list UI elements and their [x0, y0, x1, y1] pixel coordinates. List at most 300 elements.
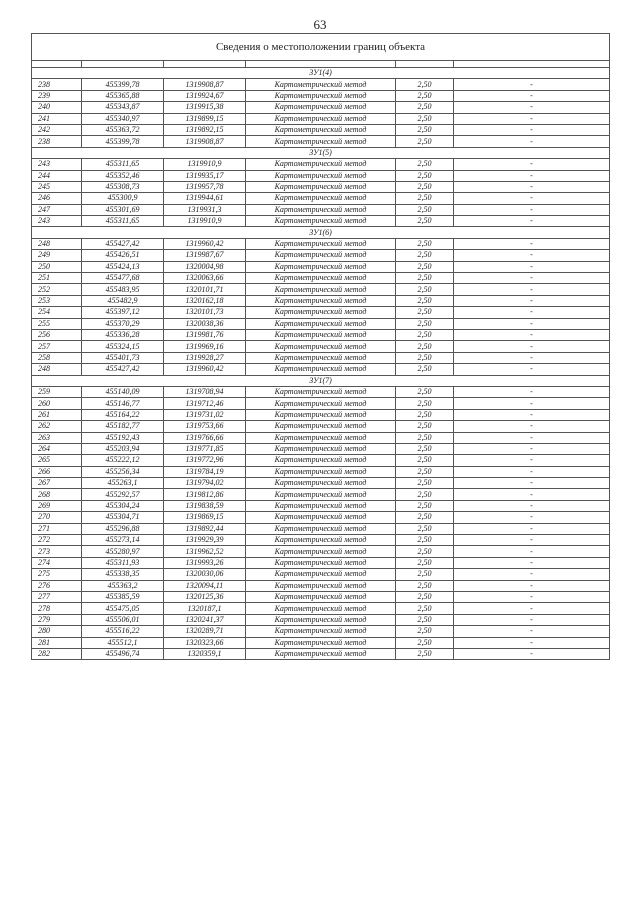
note-cell: -: [454, 307, 610, 318]
note-cell: -: [454, 159, 610, 170]
method-cell: Картометрический метод: [246, 580, 396, 591]
table-row: [32, 432, 610, 443]
table-row: [32, 273, 610, 284]
group-name: ЗУ1(6): [32, 227, 610, 238]
precision-cell: 2,50: [396, 284, 454, 295]
method-cell: Картометрический метод: [246, 364, 396, 375]
note-cell: -: [454, 648, 610, 659]
y-coordinate-cell: 1319957,78: [164, 181, 246, 192]
note-cell: -: [454, 386, 610, 397]
point-number-cell: 272: [32, 535, 82, 546]
table-row: [32, 284, 610, 295]
y-coordinate-cell: 1319908,87: [164, 79, 246, 90]
group-name: ЗУ1(4): [32, 68, 610, 79]
precision-cell: 2,50: [396, 329, 454, 340]
table-row: [32, 569, 610, 580]
table-row: [32, 489, 610, 500]
x-coordinate-cell: 455343,87: [82, 102, 164, 113]
table-row: [32, 295, 610, 306]
note-cell: -: [454, 535, 610, 546]
note-cell: -: [454, 216, 610, 227]
note-cell: -: [454, 603, 610, 614]
point-number-cell: 250: [32, 261, 82, 272]
note-cell: -: [454, 637, 610, 648]
point-number-cell: 266: [32, 466, 82, 477]
y-coordinate-cell: 1319910,9: [164, 216, 246, 227]
boundary-table: [31, 33, 610, 660]
y-coordinate-cell: 1319935,17: [164, 170, 246, 181]
table-row: [32, 523, 610, 534]
method-cell: Картометрический метод: [246, 648, 396, 659]
table-row: [32, 546, 610, 557]
y-coordinate-cell: 1319771,85: [164, 443, 246, 454]
x-coordinate-cell: 455424,13: [82, 261, 164, 272]
method-cell: Картометрический метод: [246, 341, 396, 352]
y-coordinate-cell: 1320125,36: [164, 591, 246, 602]
precision-cell: 2,50: [396, 591, 454, 602]
method-cell: Картометрический метод: [246, 318, 396, 329]
method-cell: Картометрический метод: [246, 637, 396, 648]
x-coordinate-cell: 455477,68: [82, 273, 164, 284]
point-number-cell: 252: [32, 284, 82, 295]
x-coordinate-cell: 455324,15: [82, 341, 164, 352]
method-cell: Картометрический метод: [246, 124, 396, 135]
method-cell: Картометрический метод: [246, 535, 396, 546]
precision-cell: 2,50: [396, 432, 454, 443]
method-cell: Картометрический метод: [246, 546, 396, 557]
point-number-cell: 278: [32, 603, 82, 614]
point-number-cell: 253: [32, 295, 82, 306]
precision-cell: 2,50: [396, 614, 454, 625]
method-cell: Картометрический метод: [246, 250, 396, 261]
y-coordinate-cell: 1320063,66: [164, 273, 246, 284]
table-row: [32, 386, 610, 397]
y-coordinate-cell: 1320004,98: [164, 261, 246, 272]
table-row: [32, 603, 610, 614]
note-cell: -: [454, 181, 610, 192]
note-cell: -: [454, 124, 610, 135]
spacer-row: [32, 61, 610, 68]
x-coordinate-cell: 455483,95: [82, 284, 164, 295]
note-cell: -: [454, 523, 610, 534]
precision-cell: 2,50: [396, 273, 454, 284]
x-coordinate-cell: 455292,57: [82, 489, 164, 500]
y-coordinate-cell: 1319753,66: [164, 421, 246, 432]
note-cell: -: [454, 204, 610, 215]
precision-cell: 2,50: [396, 386, 454, 397]
spacer-cell: [454, 61, 610, 68]
point-number-cell: 257: [32, 341, 82, 352]
x-coordinate-cell: 455512,1: [82, 637, 164, 648]
y-coordinate-cell: 1320187,1: [164, 603, 246, 614]
precision-cell: 2,50: [396, 364, 454, 375]
y-coordinate-cell: 1320094,11: [164, 580, 246, 591]
title-row: [32, 34, 610, 61]
table-title: Сведения о местоположении границ объекта: [32, 34, 610, 61]
point-number-cell: 277: [32, 591, 82, 602]
y-coordinate-cell: 1320038,36: [164, 318, 246, 329]
y-coordinate-cell: 1319969,16: [164, 341, 246, 352]
y-coordinate-cell: 1319794,02: [164, 478, 246, 489]
precision-cell: 2,50: [396, 489, 454, 500]
x-coordinate-cell: 455311,93: [82, 557, 164, 568]
y-coordinate-cell: 1319960,42: [164, 364, 246, 375]
table-row: [32, 500, 610, 511]
table-row: [32, 409, 610, 420]
note-cell: -: [454, 79, 610, 90]
y-coordinate-cell: 1320030,06: [164, 569, 246, 580]
precision-cell: 2,50: [396, 557, 454, 568]
method-cell: Картометрический метод: [246, 216, 396, 227]
table-row: [32, 170, 610, 181]
note-cell: -: [454, 569, 610, 580]
point-number-cell: 281: [32, 637, 82, 648]
page-number: 63: [313, 17, 327, 32]
x-coordinate-cell: 455496,74: [82, 648, 164, 659]
point-number-cell: 271: [32, 523, 82, 534]
precision-cell: 2,50: [396, 250, 454, 261]
precision-cell: 2,50: [396, 90, 454, 101]
precision-cell: 2,50: [396, 443, 454, 454]
method-cell: Картометрический метод: [246, 455, 396, 466]
method-cell: Картометрический метод: [246, 603, 396, 614]
precision-cell: 2,50: [396, 500, 454, 511]
note-cell: -: [454, 432, 610, 443]
method-cell: Картометрический метод: [246, 307, 396, 318]
point-number-cell: 276: [32, 580, 82, 591]
precision-cell: 2,50: [396, 124, 454, 135]
precision-cell: 2,50: [396, 341, 454, 352]
note-cell: -: [454, 478, 610, 489]
y-coordinate-cell: 1319915,38: [164, 102, 246, 113]
x-coordinate-cell: 455397,12: [82, 307, 164, 318]
precision-cell: 2,50: [396, 193, 454, 204]
method-cell: Картометрический метод: [246, 284, 396, 295]
table-body: [32, 34, 610, 660]
point-number-cell: 267: [32, 478, 82, 489]
precision-cell: 2,50: [396, 523, 454, 534]
table-row: [32, 535, 610, 546]
method-cell: Картометрический метод: [246, 443, 396, 454]
table-row: [32, 421, 610, 432]
table-row: [32, 159, 610, 170]
point-number-cell: 256: [32, 329, 82, 340]
precision-cell: 2,50: [396, 307, 454, 318]
note-cell: -: [454, 261, 610, 272]
precision-cell: 2,50: [396, 626, 454, 637]
method-cell: Картометрический метод: [246, 626, 396, 637]
x-coordinate-cell: 455304,71: [82, 512, 164, 523]
point-number-cell: 248: [32, 364, 82, 375]
x-coordinate-cell: 455140,09: [82, 386, 164, 397]
y-coordinate-cell: 1320241,37: [164, 614, 246, 625]
spacer-cell: [396, 61, 454, 68]
precision-cell: 2,50: [396, 318, 454, 329]
precision-cell: 2,50: [396, 136, 454, 147]
point-number-cell: 241: [32, 113, 82, 124]
x-coordinate-cell: 455164,22: [82, 409, 164, 420]
method-cell: Картометрический метод: [246, 159, 396, 170]
y-coordinate-cell: 1319892,44: [164, 523, 246, 534]
table-row: [32, 466, 610, 477]
note-cell: -: [454, 113, 610, 124]
precision-cell: 2,50: [396, 170, 454, 181]
y-coordinate-cell: 1319928,27: [164, 352, 246, 363]
table-row: [32, 204, 610, 215]
precision-cell: 2,50: [396, 478, 454, 489]
table-row: [32, 455, 610, 466]
table-row: [32, 352, 610, 363]
group-name: ЗУ1(7): [32, 375, 610, 386]
note-cell: -: [454, 557, 610, 568]
x-coordinate-cell: 455506,01: [82, 614, 164, 625]
table-row: [32, 443, 610, 454]
x-coordinate-cell: 455273,14: [82, 535, 164, 546]
note-cell: -: [454, 329, 610, 340]
y-coordinate-cell: 1319708,94: [164, 386, 246, 397]
precision-cell: 2,50: [396, 535, 454, 546]
method-cell: Картометрический метод: [246, 170, 396, 181]
note-cell: -: [454, 443, 610, 454]
note-cell: -: [454, 580, 610, 591]
y-coordinate-cell: 1319987,67: [164, 250, 246, 261]
table-row: [32, 193, 610, 204]
x-coordinate-cell: 455516,22: [82, 626, 164, 637]
point-number-cell: 238: [32, 136, 82, 147]
y-coordinate-cell: 1319812,86: [164, 489, 246, 500]
note-cell: -: [454, 318, 610, 329]
note-cell: -: [454, 398, 610, 409]
note-cell: -: [454, 238, 610, 249]
y-coordinate-cell: 1319838,59: [164, 500, 246, 511]
x-coordinate-cell: 455146,77: [82, 398, 164, 409]
table-row: [32, 102, 610, 113]
note-cell: -: [454, 273, 610, 284]
x-coordinate-cell: 455300,9: [82, 193, 164, 204]
note-cell: -: [454, 90, 610, 101]
note-cell: -: [454, 136, 610, 147]
x-coordinate-cell: 455426,51: [82, 250, 164, 261]
x-coordinate-cell: 455427,42: [82, 238, 164, 249]
table-row: [32, 557, 610, 568]
table-row: [32, 181, 610, 192]
method-cell: Картометрический метод: [246, 398, 396, 409]
point-number-cell: 264: [32, 443, 82, 454]
point-number-cell: 245: [32, 181, 82, 192]
method-cell: Картометрический метод: [246, 273, 396, 284]
spacer-cell: [82, 61, 164, 68]
method-cell: Картометрический метод: [246, 102, 396, 113]
point-number-cell: 268: [32, 489, 82, 500]
method-cell: Картометрический метод: [246, 557, 396, 568]
x-coordinate-cell: 455352,46: [82, 170, 164, 181]
x-coordinate-cell: 455370,29: [82, 318, 164, 329]
x-coordinate-cell: 455401,73: [82, 352, 164, 363]
method-cell: Картометрический метод: [246, 79, 396, 90]
point-number-cell: 248: [32, 238, 82, 249]
precision-cell: 2,50: [396, 455, 454, 466]
x-coordinate-cell: 455338,35: [82, 569, 164, 580]
note-cell: -: [454, 193, 610, 204]
table-row: [32, 216, 610, 227]
table-row: [32, 329, 610, 340]
precision-cell: 2,50: [396, 181, 454, 192]
group-header-row: [32, 375, 610, 386]
method-cell: Картометрический метод: [246, 466, 396, 477]
point-number-cell: 282: [32, 648, 82, 659]
x-coordinate-cell: 455192,43: [82, 432, 164, 443]
method-cell: Картометрический метод: [246, 329, 396, 340]
method-cell: Картометрический метод: [246, 512, 396, 523]
note-cell: -: [454, 295, 610, 306]
group-header-row: [32, 227, 610, 238]
method-cell: Картометрический метод: [246, 409, 396, 420]
precision-cell: 2,50: [396, 603, 454, 614]
method-cell: Картометрический метод: [246, 352, 396, 363]
x-coordinate-cell: 455256,34: [82, 466, 164, 477]
y-coordinate-cell: 1319929,39: [164, 535, 246, 546]
x-coordinate-cell: 455399,78: [82, 136, 164, 147]
note-cell: -: [454, 250, 610, 261]
precision-cell: 2,50: [396, 637, 454, 648]
method-cell: Картометрический метод: [246, 478, 396, 489]
table-row: [32, 238, 610, 249]
x-coordinate-cell: 455301,69: [82, 204, 164, 215]
point-number-cell: 265: [32, 455, 82, 466]
note-cell: -: [454, 352, 610, 363]
x-coordinate-cell: 455308,73: [82, 181, 164, 192]
x-coordinate-cell: 455203,94: [82, 443, 164, 454]
y-coordinate-cell: 1319712,46: [164, 398, 246, 409]
precision-cell: 2,50: [396, 216, 454, 227]
point-number-cell: 258: [32, 352, 82, 363]
point-number-cell: 255: [32, 318, 82, 329]
point-number-cell: 238: [32, 79, 82, 90]
method-cell: Картометрический метод: [246, 261, 396, 272]
x-coordinate-cell: 455363,72: [82, 124, 164, 135]
table-row: [32, 250, 610, 261]
precision-cell: 2,50: [396, 295, 454, 306]
precision-cell: 2,50: [396, 204, 454, 215]
table-row: [32, 136, 610, 147]
y-coordinate-cell: 1319924,67: [164, 90, 246, 101]
point-number-cell: 279: [32, 614, 82, 625]
precision-cell: 2,50: [396, 238, 454, 249]
point-number-cell: 243: [32, 216, 82, 227]
table-row: [32, 591, 610, 602]
method-cell: Картометрический метод: [246, 136, 396, 147]
y-coordinate-cell: 1319962,52: [164, 546, 246, 557]
x-coordinate-cell: 455263,1: [82, 478, 164, 489]
precision-cell: 2,50: [396, 79, 454, 90]
method-cell: Картометрический метод: [246, 386, 396, 397]
point-number-cell: 270: [32, 512, 82, 523]
group-header-row: [32, 147, 610, 158]
y-coordinate-cell: 1319731,02: [164, 409, 246, 420]
point-number-cell: 240: [32, 102, 82, 113]
precision-cell: 2,50: [396, 546, 454, 557]
y-coordinate-cell: 1320162,18: [164, 295, 246, 306]
y-coordinate-cell: 1319960,42: [164, 238, 246, 249]
point-number-cell: 242: [32, 124, 82, 135]
point-number-cell: 274: [32, 557, 82, 568]
table-row: [32, 512, 610, 523]
y-coordinate-cell: 1320101,71: [164, 284, 246, 295]
x-coordinate-cell: 455340,97: [82, 113, 164, 124]
precision-cell: 2,50: [396, 102, 454, 113]
note-cell: -: [454, 364, 610, 375]
note-cell: -: [454, 546, 610, 557]
table-row: [32, 637, 610, 648]
note-cell: -: [454, 591, 610, 602]
method-cell: Картометрический метод: [246, 500, 396, 511]
note-cell: -: [454, 341, 610, 352]
y-coordinate-cell: 1319944,61: [164, 193, 246, 204]
y-coordinate-cell: 1319993,26: [164, 557, 246, 568]
table-row: [32, 90, 610, 101]
point-number-cell: 249: [32, 250, 82, 261]
point-number-cell: 280: [32, 626, 82, 637]
note-cell: -: [454, 500, 610, 511]
y-coordinate-cell: 1319899,15: [164, 113, 246, 124]
point-number-cell: 261: [32, 409, 82, 420]
point-number-cell: 244: [32, 170, 82, 181]
method-cell: Картометрический метод: [246, 238, 396, 249]
point-number-cell: 273: [32, 546, 82, 557]
y-coordinate-cell: 1319869,15: [164, 512, 246, 523]
note-cell: -: [454, 102, 610, 113]
note-cell: -: [454, 626, 610, 637]
y-coordinate-cell: 1319910,9: [164, 159, 246, 170]
group-header-row: [32, 68, 610, 79]
note-cell: -: [454, 614, 610, 625]
method-cell: Картометрический метод: [246, 591, 396, 602]
point-number-cell: 259: [32, 386, 82, 397]
table-row: [32, 124, 610, 135]
precision-cell: 2,50: [396, 159, 454, 170]
point-number-cell: 260: [32, 398, 82, 409]
method-cell: Картометрический метод: [246, 614, 396, 625]
precision-cell: 2,50: [396, 352, 454, 363]
point-number-cell: 254: [32, 307, 82, 318]
x-coordinate-cell: 455311,65: [82, 216, 164, 227]
y-coordinate-cell: 1319766,66: [164, 432, 246, 443]
table-row: [32, 478, 610, 489]
spacer-cell: [164, 61, 246, 68]
table-row: [32, 648, 610, 659]
precision-cell: 2,50: [396, 466, 454, 477]
table-row: [32, 79, 610, 90]
precision-cell: 2,50: [396, 421, 454, 432]
x-coordinate-cell: 455304,24: [82, 500, 164, 511]
x-coordinate-cell: 455222,12: [82, 455, 164, 466]
x-coordinate-cell: 455182,77: [82, 421, 164, 432]
x-coordinate-cell: 455280,97: [82, 546, 164, 557]
method-cell: Картометрический метод: [246, 569, 396, 580]
y-coordinate-cell: 1319931,3: [164, 204, 246, 215]
note-cell: -: [454, 512, 610, 523]
y-coordinate-cell: 1319908,87: [164, 136, 246, 147]
y-coordinate-cell: 1319892,15: [164, 124, 246, 135]
table-row: [32, 398, 610, 409]
method-cell: Картометрический метод: [246, 421, 396, 432]
point-number-cell: 243: [32, 159, 82, 170]
precision-cell: 2,50: [396, 512, 454, 523]
y-coordinate-cell: 1320359,1: [164, 648, 246, 659]
precision-cell: 2,50: [396, 113, 454, 124]
method-cell: Картометрический метод: [246, 432, 396, 443]
note-cell: -: [454, 466, 610, 477]
